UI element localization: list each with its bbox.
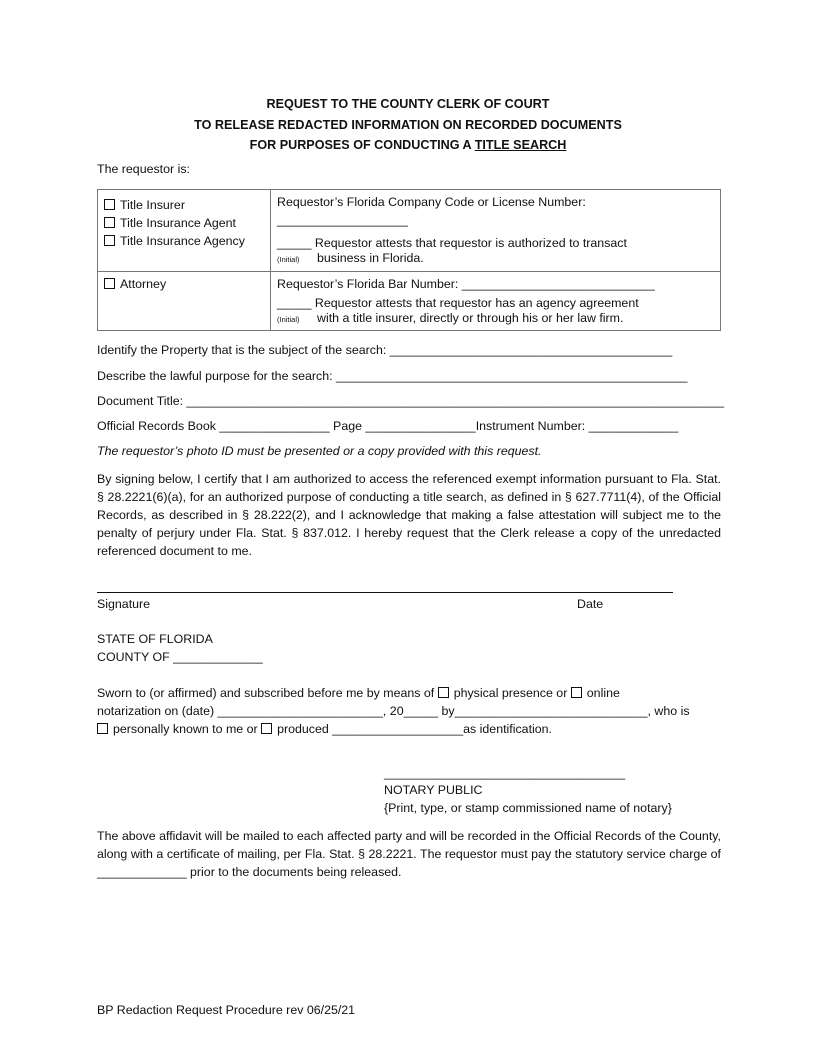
sworn-line-1: Sworn to (or affirmed) and subscribed before me by means of physical presence or online — [97, 686, 620, 700]
certification-paragraph: By signing below, I certify that I am authorized to access the referenced exempt information pursuant to Fla. Stat. § 28.2221(6)(a), for an authorized purpose of conducting a title search, as defined in § 627.7711(4), of the Official Records, as described in § 28.222(2), and I acknowledge that making a false attestation will subject me to the penalty of perjury under Fla. Stat. § 837.012. I hereby request that the Clerk release a copy of the unredacted referenced document to me. — [97, 472, 721, 558]
attest-text: Requestor attests that requestor has an agency agreement — [314, 296, 639, 310]
attest-text-2: with a title insurer, directly or through his or her law firm. — [317, 311, 624, 325]
date-label: Date — [577, 597, 604, 611]
option-title-insurance-agent[interactable]: Title Insurance Agent — [104, 214, 264, 232]
attest-text: Requestor attests that requestor is authorized to transact — [314, 236, 627, 250]
notary-label: NOTARY PUBLIC — [384, 783, 483, 797]
checkbox-icon[interactable] — [104, 278, 115, 289]
checkbox-online[interactable] — [571, 687, 582, 698]
title-text: FOR PURPOSES OF CONDUCTING A — [249, 138, 475, 152]
title-underlined: TITLE SEARCH — [474, 138, 567, 152]
title-line-2: TO RELEASE REDACTED INFORMATION ON RECORDED DOCUMENTS — [194, 118, 622, 132]
footer: BP Redaction Request Procedure rev 06/25/21 — [97, 1003, 356, 1017]
checkbox-icon[interactable] — [104, 235, 115, 246]
initial-field[interactable]: _____ — [277, 236, 312, 250]
signature-line[interactable] — [97, 592, 673, 593]
company-code-cell — [271, 190, 721, 272]
title-line-1: REQUEST TO THE COUNTY CLERK OF COURT — [266, 97, 550, 111]
photo-id-note: The requestor’s photo ID must be presented or a copy provided with this request. — [97, 444, 542, 458]
attest-text-2: business in Florida. — [317, 251, 424, 265]
requestor-label: The requestor is: — [97, 162, 190, 176]
sworn-line-2[interactable]: notarization on (date) ________________________, 20_____ by____________________________, who is — [97, 704, 690, 718]
notary-signature-line[interactable]: ___________________________________ — [384, 766, 626, 780]
records-book-field[interactable]: Official Records Book ________________ Page ________________Instrument Number: _____________ — [97, 419, 679, 433]
signature-label: Signature — [97, 597, 151, 611]
requestor-type-cell — [98, 190, 271, 272]
checkbox-icon[interactable] — [104, 217, 115, 228]
company-code-label: Requestor’s Florida Company Code or License Number: — [277, 195, 586, 209]
checkbox-produced[interactable] — [261, 723, 272, 734]
requestor-table — [97, 189, 721, 331]
option-title-insurance-agency[interactable]: Title Insurance Agency — [104, 232, 264, 250]
sworn-line-3: personally known to me or produced ___________________as identification. — [97, 722, 552, 736]
initial-label: (Initial) — [277, 255, 300, 264]
state-label: STATE OF FLORIDA — [97, 632, 213, 646]
company-code-field[interactable]: ___________________ — [277, 213, 408, 227]
document-title-field[interactable]: Document Title: ______________________________________________________________________________ — [97, 394, 725, 408]
checkbox-personally-known[interactable] — [97, 723, 108, 734]
notary-sub-label: {Print, type, or stamp commissioned name of notary} — [384, 801, 672, 815]
checkbox-icon[interactable] — [104, 199, 115, 210]
attorney-cell — [98, 272, 271, 331]
county-field[interactable]: COUNTY OF _____________ — [97, 650, 263, 664]
checkbox-physical-presence[interactable] — [438, 687, 449, 698]
title-line-3 — [0, 138, 816, 152]
initial-label: (Initial) — [277, 315, 300, 324]
bar-number-cell — [271, 272, 721, 331]
property-field[interactable]: Identify the Property that is the subject of the search: _________________________________________ — [97, 343, 673, 357]
purpose-field[interactable]: Describe the lawful purpose for the search: ___________________________________________________ — [97, 369, 688, 383]
bar-number-field[interactable]: Requestor’s Florida Bar Number: ____________________________ — [277, 277, 655, 291]
initial-field[interactable]: _____ — [277, 296, 312, 310]
option-attorney[interactable]: Attorney — [104, 275, 264, 293]
affidavit-paragraph: The above affidavit will be mailed to each affected party and will be recorded in the Official Records of the County, along with a certificate of mailing, per Fla. Stat. § 28.2221. The requestor must pay the statutory service charge of _____________ prior to the documents being released. — [97, 829, 721, 879]
option-title-insurer[interactable]: Title Insurer — [104, 196, 264, 214]
